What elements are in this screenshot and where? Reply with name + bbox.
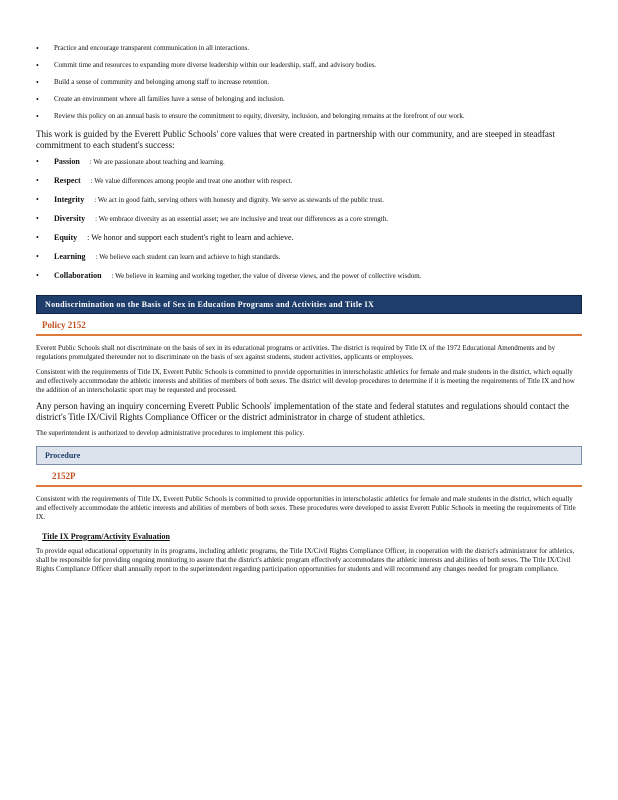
value-definition: : We believe each student can learn and achieve to high standards. — [95, 253, 281, 261]
core-values-list — [36, 157, 582, 281]
policy-paragraph: Any person having an inquiry concerning Everett Public Schools' implementation of the state and federal statutes and regulations should contact the district's Title IX/Civil Rights Compliance Officer or the district administrator in charge of student athletics. — [36, 401, 569, 422]
list-item: • Review this policy on an annual basis to ensure the commitment to equity, diversity, inclusion, and belonging remains at the forefront of our work. — [36, 112, 582, 121]
core-value-diversity — [36, 214, 582, 224]
value-term: Passion — [54, 157, 80, 166]
value-definition: : We believe in learning and working together, the value of diverse views, and the power of collective wisdom. — [111, 272, 422, 280]
value-term: Learning — [54, 252, 86, 261]
section-divider — [36, 334, 582, 336]
list-item: • Commit time and resources to expanding more diverse leadership within our leadership, staff, and advisory bodies. — [36, 61, 582, 70]
section-banner-title-ix: Nondiscrimination on the Basis of Sex in Education Programs and Activities and Title IX — [36, 295, 582, 314]
procedure-banner: Procedure — [36, 446, 582, 465]
value-term: Equity — [54, 233, 78, 242]
document-page — [36, 44, 582, 580]
commitment-list — [36, 44, 582, 121]
core-value-equity — [36, 233, 582, 243]
procedure-number: 2152P — [52, 471, 76, 481]
value-definition: : We are passionate about teaching and learning. — [89, 158, 225, 166]
policy-number: Policy 2152 — [42, 320, 86, 330]
value-definition: : We honor and support each student's right to learn and achieve. — [87, 233, 294, 242]
value-term: Diversity — [54, 214, 86, 223]
section-divider — [36, 485, 582, 487]
core-values-intro: This work is guided by the Everett Public Schools' core values that were created in partnership with our community, and are steeped in steadfast commitment to each student's success: — [36, 129, 555, 150]
core-value-integrity — [36, 195, 582, 205]
evaluation-heading: Title IX Program/Activity Evaluation — [42, 532, 170, 541]
procedure-paragraph: Consistent with the requirements of Title IX, Everett Public Schools is committed to provide opportunities in interscholastic athletics for female and male students in the district, which equally and effectively accommodate the athletic interests and abilities of members of both sexes. These procedures were developed to assist Everett Public Schools in meeting the requirements of Title IX. — [36, 495, 576, 521]
policy-paragraph: Everett Public Schools shall not discriminate on the basis of sex in its educational programs or activities. The district is required by Title IX of the 1972 Educational Amendments and by regulations promulgated thereunder not to discriminate on the basis of sex against students, student activities, applicants or employees. — [36, 344, 556, 361]
core-value-learning — [36, 252, 582, 262]
list-item: • Practice and encourage transparent communication in all interactions. — [36, 44, 582, 53]
policy-paragraph: The superintendent is authorized to develop administrative procedures to implement this policy. — [36, 429, 305, 437]
core-value-passion — [36, 157, 582, 167]
list-item: • Build a sense of community and belonging among staff to increase retention. — [36, 78, 582, 87]
policy-paragraph: Consistent with the requirements of Title IX, Everett Public Schools is committed to provide opportunities in interscholastic athletics for female and male students in the district, which equally and effectively accommodate the athletic interests and abilities of members of both sexes. The district will develop procedures to determine if it is meeting the requirements of Title IX and how the addition of an interscholastic sport may be requested and processed. — [36, 368, 575, 394]
core-value-collaboration — [36, 271, 582, 281]
value-definition: : We value differences among people and treat one another with respect. — [90, 177, 293, 185]
value-term: Collaboration — [54, 271, 102, 280]
procedure-paragraph: To provide equal educational opportunity in its programs, including athletic programs, the Title IX/Civil Rights Compliance Officer, in cooperation with the district's administrator for athletics, shall be responsible for providing ongoing monitoring to assure that the district's athletic program effectively accommodates the athletic interests and abilities of both sexes. The Title IX/Civil Rights Compliance Officer shall annually report to the superintendent regarding participation opportunities for students and will recommend any changes needed for program compliance. — [36, 547, 575, 573]
core-value-respect — [36, 176, 582, 186]
value-term: Integrity — [54, 195, 85, 204]
value-definition: : We act in good faith, serving others with honesty and dignity. We serve as stewards of the public trust. — [94, 196, 384, 204]
list-item: • Create an environment where all families have a sense of belonging and inclusion. — [36, 95, 582, 104]
value-term: Respect — [54, 176, 81, 185]
value-definition: : We embrace diversity as an essential asset; we are inclusive and treat our differences as a core strength. — [95, 215, 388, 223]
